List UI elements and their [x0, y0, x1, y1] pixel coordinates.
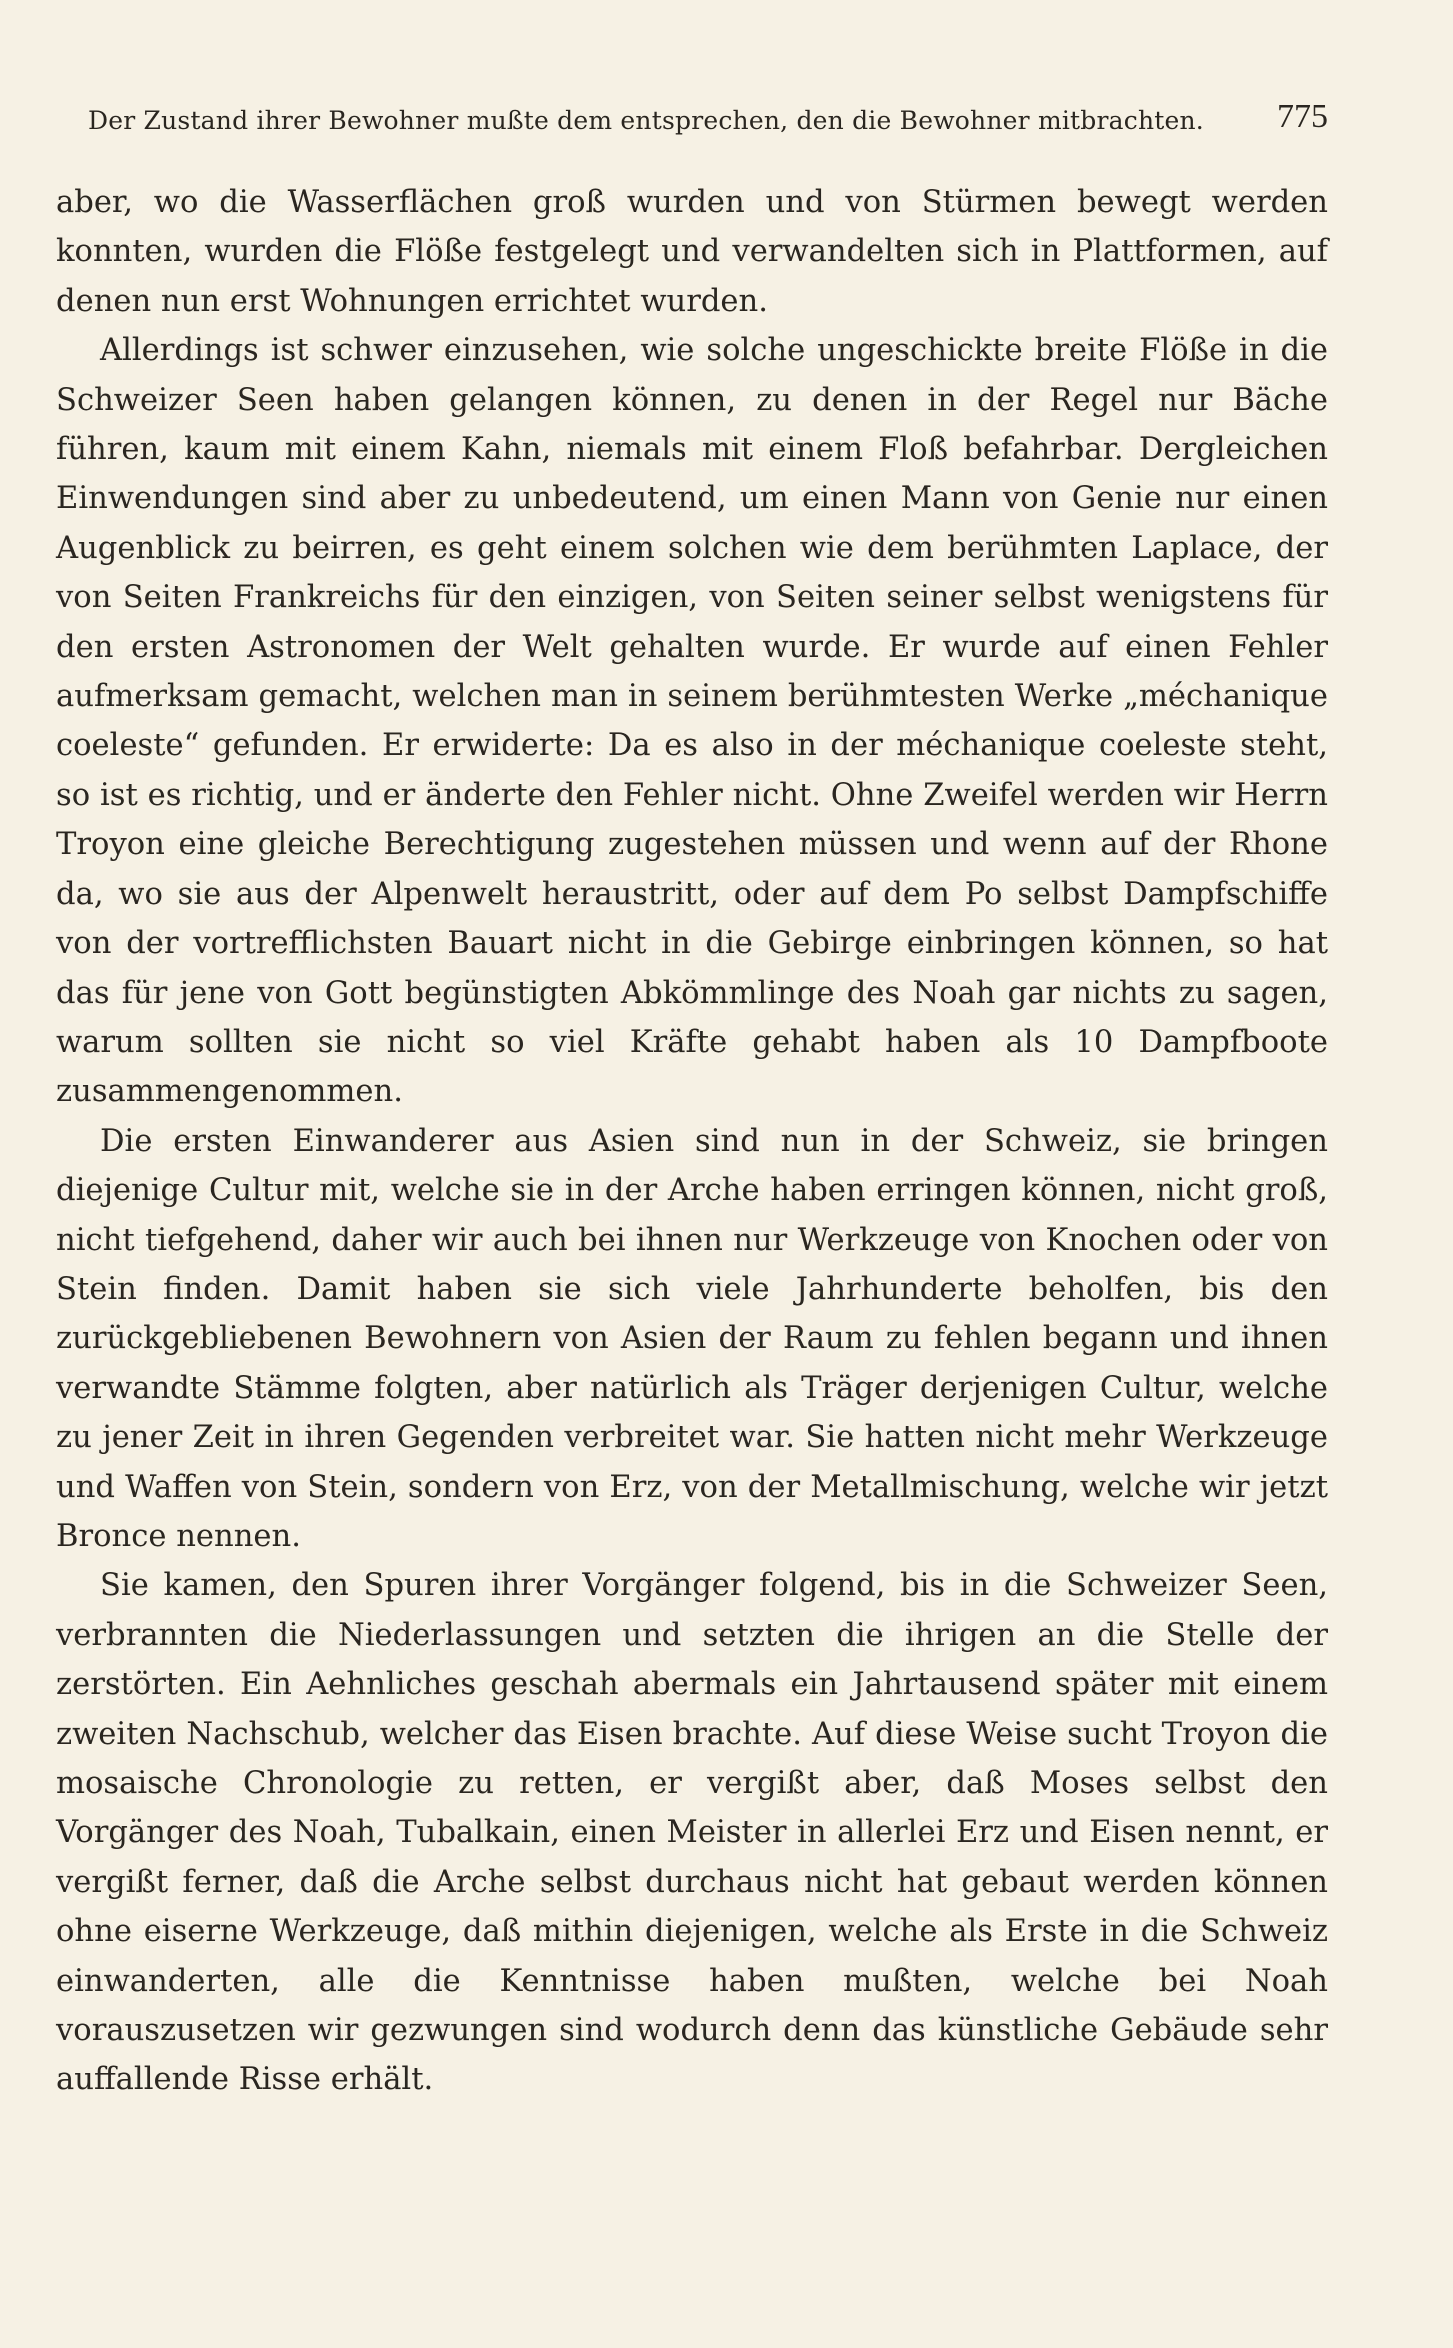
running-head: Der Zustand ihrer Bewohner mußte dem entsprechen, den die Bewohner mitbrachten. — [88, 106, 1204, 135]
page-header — [88, 92, 1328, 142]
page-number: 775 — [1277, 98, 1328, 135]
paragraph-2: Allerdings ist schwer einzusehen, wie solche ungeschickte breite Flöße in die Schweizer Seen haben gelangen können, zu denen in der Regel nur Bäche führen, kaum mit einem Kahn, niemals mit einem Floß befahrbar. Dergleichen Einwendungen sind aber zu unbedeutend, um einen Mann von Genie nur einen Augenblick zu beirren, es geht einem solchen wie dem berühmten Laplace, der von Seiten Frankreichs für den einzigen, von Seiten seiner selbst wenigstens für den ersten Astronomen der Welt gehalten wurde. Er wurde auf einen Fehler aufmerksam gemacht, welchen man in seinem berühmtesten Werke „méchanique coeleste“ gefunden. Er erwiderte: Da es also in der méchanique coeleste steht, so ist es richtig, und er änderte den Fehler nicht. Ohne Zweifel werden wir Herrn Troyon eine gleiche Berechtigung zugestehen müssen und wenn auf der Rhone da, wo sie aus der Alpenwelt heraustritt, oder auf dem Po selbst Dampfschiffe von der vortrefflichsten Bauart nicht in die Gebirge einbringen können, so hat das für jene von Gott begünstigten Abkömmlinge des Noah gar nichts zu sagen, warum sollten sie nicht so viel Kräfte gehabt haben als 10 Dampfboote zusammengenommen. — [56, 333, 1328, 1110]
body-text — [56, 178, 1328, 2105]
paragraph-4: Sie kamen, den Spuren ihrer Vorgänger folgend, bis in die Schweizer Seen, verbrannten die Niederlassungen und setzten die ihrigen an die Stelle der zerstörten. Ein Aehnliches geschah abermals ein Jahrtausend später mit einem zweiten Nachschub, welcher das Eisen brachte. Auf diese Weise sucht Troyon die mosaische Chronologie zu retten, er vergißt aber, daß Moses selbst den Vorgänger des Noah, Tubalkain, einen Meister in allerlei Erz und Eisen nennt, er vergißt ferner, daß die Arche selbst durchaus nicht hat gebaut werden können ohne eiserne Werkzeuge, daß mithin diejenigen, welche als Erste in die Schweiz einwanderten, alle die Kenntnisse haben mußten, welche bei Noah vorauszusetzen wir gezwungen sind wodurch denn das künstliche Gebäude sehr auffallende Risse erhält. — [56, 1568, 1328, 2098]
paragraph-1: aber, wo die Wasserflächen groß wurden und von Stürmen bewegt werden konnten, wurden die Flöße festgelegt und verwandelten sich in Plattformen, auf denen nun erst Wohnungen errichtet wurden. — [56, 185, 1328, 319]
paragraph-3: Die ersten Einwanderer aus Asien sind nun in der Schweiz, sie bringen diejenige Cultur mit, welche sie in der Arche haben erringen können, nicht groß, nicht tiefgehend, daher wir auch bei ihnen nur Werkzeuge von Knochen oder von Stein finden. Damit haben sie sich viele Jahrhunderte beholfen, bis den zurückgebliebenen Bewohnern von Asien der Raum zu fehlen begann und ihnen verwandte Stämme folgten, aber natürlich als Träger derjenigen Cultur, welche zu jener Zeit in ihren Gegenden verbreitet war. Sie hatten nicht mehr Werkzeuge und Waffen von Stein, sondern von Erz, von der Metallmischung, welche wir jetzt Bronce nennen. — [56, 1123, 1328, 1554]
